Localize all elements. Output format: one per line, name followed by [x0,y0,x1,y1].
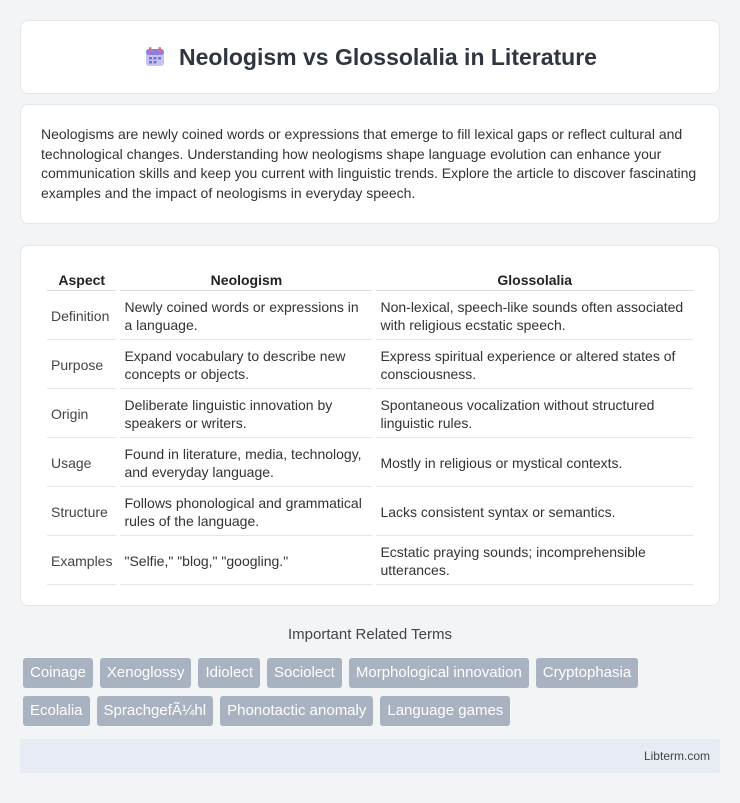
calendar-icon [143,45,167,69]
row-glossolalia: Non-lexical, speech-like sounds often associated with religious ecstatic speech. [376,293,693,340]
tag-row [23,658,723,688]
header-card [20,20,720,94]
header-glossolalia: Glossolalia [376,268,693,291]
row-neologism: "Selfie," "blog," "googling." [120,538,372,585]
footer [20,739,720,773]
tag-sprachgefuhl[interactable]: SprachgefÃ¼hl [97,696,214,726]
related-terms-title: Important Related Terms [288,626,452,643]
tag-idiolect[interactable]: Idiolect [198,658,260,688]
row-aspect: Structure [47,489,116,536]
row-neologism: Deliberate linguistic innovation by speakers or writers. [120,391,372,438]
tag-xenoglossy[interactable]: Xenoglossy [100,658,192,688]
table-row [47,538,693,585]
row-neologism: Expand vocabulary to describe new concepts or objects. [120,342,372,389]
intro-text: Neologisms are newly coined words or expressions that emerge to fill lexical gaps or reflect cultural and technological changes. Understanding how neologisms shape language evolution can enhance your communication skills and keep you current with linguistic trends. Explore the article to discover fascinating examples and the impact of neologisms in everyday speech. [41,126,697,201]
row-aspect: Origin [47,391,116,438]
comparison-table-card [20,245,720,606]
row-aspect: Examples [47,538,116,585]
page-title: Neologism vs Glossolalia in Literature [179,43,597,70]
tag-language-games[interactable]: Language games [380,696,510,726]
row-aspect: Purpose [47,342,116,389]
header-aspect: Aspect [47,268,116,291]
footer-site-link[interactable]: Libterm.com [643,749,710,763]
table-row [47,293,693,340]
table-header-row [47,268,693,291]
header-neologism: Neologism [120,268,372,291]
intro-card [20,104,720,224]
comparison-table [43,266,697,587]
related-terms-list [23,658,723,734]
tag-ecolalia[interactable]: Ecolalia [23,696,90,726]
row-glossolalia: Ecstatic praying sounds; incomprehensible utterances. [376,538,693,585]
tag-sociolect[interactable]: Sociolect [267,658,342,688]
row-glossolalia: Lacks consistent syntax or semantics. [376,489,693,536]
row-glossolalia: Mostly in religious or mystical contexts. [376,440,693,487]
table-row [47,489,693,536]
row-aspect: Definition [47,293,116,340]
row-glossolalia: Express spiritual experience or altered states of consciousness. [376,342,693,389]
row-neologism: Follows phonological and grammatical rules of the language. [120,489,372,536]
table-row [47,391,693,438]
row-aspect: Usage [47,440,116,487]
row-neologism: Found in literature, media, technology, and everyday language. [120,440,372,487]
tag-cryptophasia[interactable]: Cryptophasia [536,658,638,688]
row-glossolalia: Spontaneous vocalization without structured linguistic rules. [376,391,693,438]
tag-row [23,696,723,726]
tag-morphological-innovation[interactable]: Morphological innovation [349,658,529,688]
row-neologism: Newly coined words or expressions in a language. [120,293,372,340]
table-row [47,342,693,389]
table-row [47,440,693,487]
tag-coinage[interactable]: Coinage [23,658,93,688]
tag-phonotactic-anomaly[interactable]: Phonotactic anomaly [220,696,373,726]
